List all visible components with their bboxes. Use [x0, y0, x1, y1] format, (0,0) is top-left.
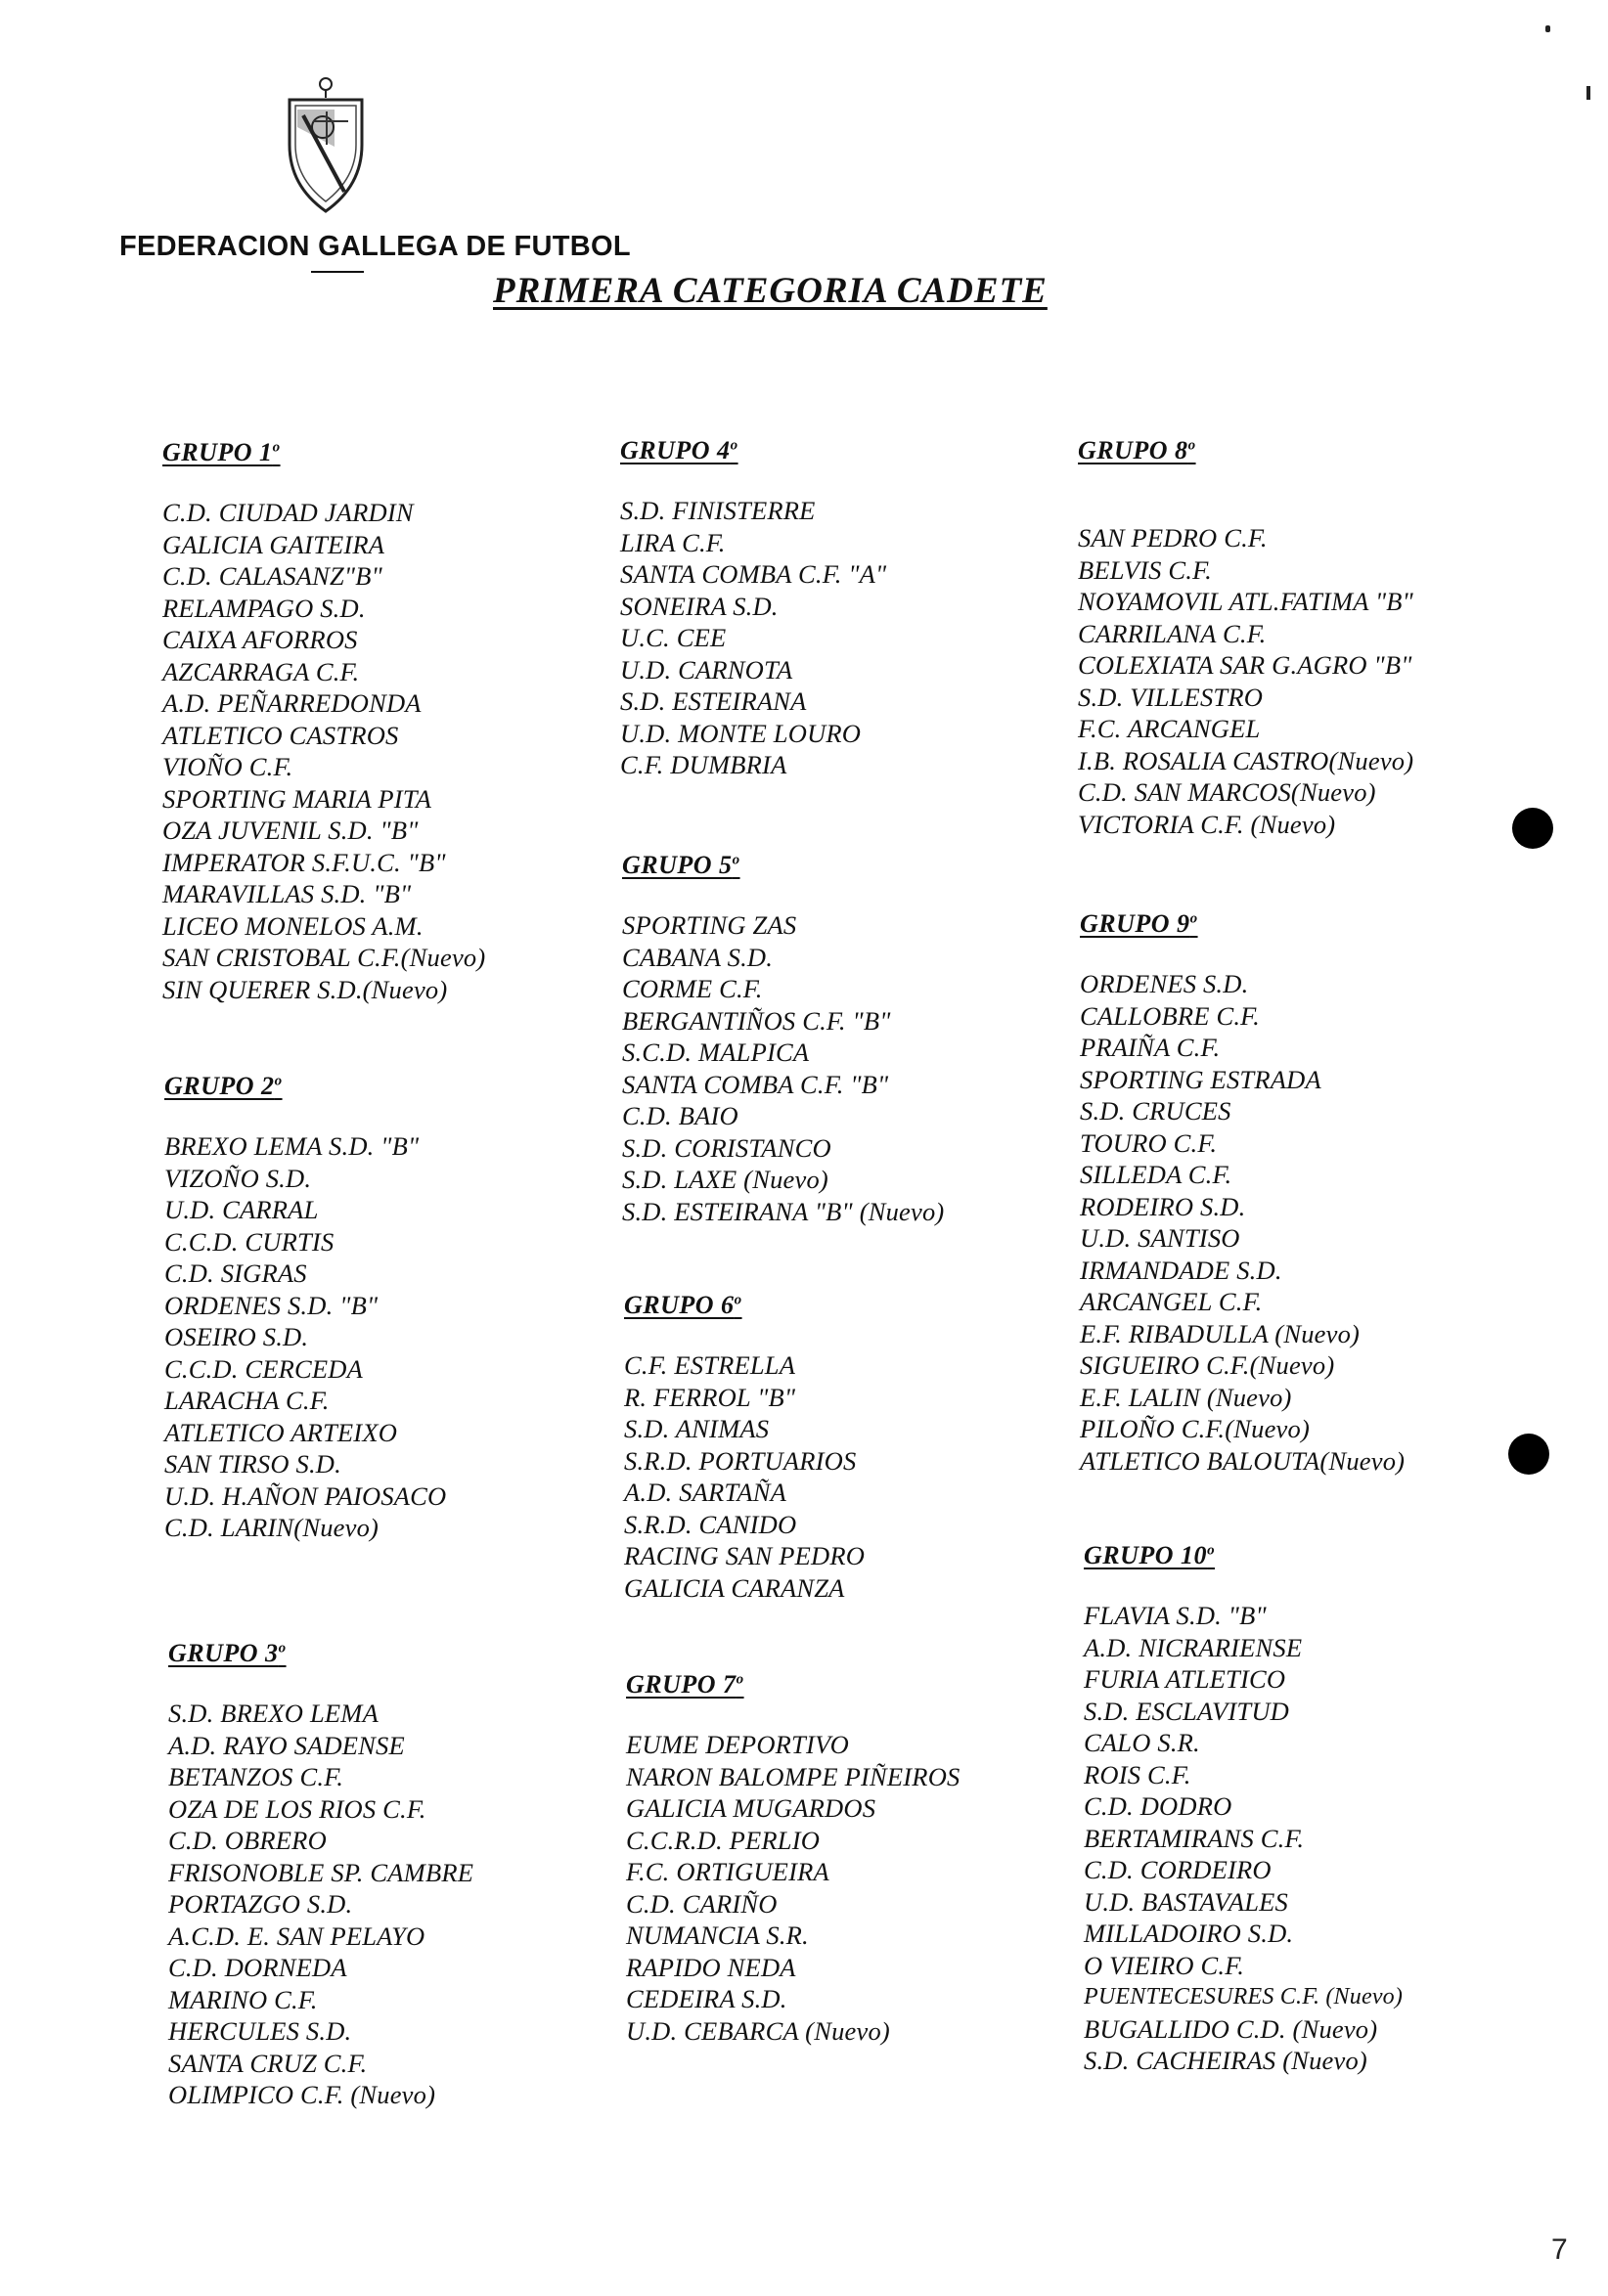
- group-label: GRUPO 6: [624, 1291, 735, 1319]
- group-7: [626, 1670, 960, 2047]
- team-name: F.C. ORTIGUEIRA: [626, 1857, 829, 1886]
- team-name: A.D. RAYO SADENSE: [168, 1730, 405, 1760]
- team-name: ATLETICO BALOUTA(Nuevo): [1080, 1445, 1406, 1476]
- team-name: LICEO MONELOS A.M.: [162, 910, 424, 941]
- group-ordinal: o: [736, 1671, 744, 1688]
- team-name: FURIA ATLETICO: [1084, 1664, 1286, 1694]
- group-10: [1084, 1541, 1403, 2077]
- team-name: S.D. ANIMAS: [624, 1414, 770, 1443]
- team-name: C.D. BAIO: [622, 1101, 738, 1130]
- team-name: MARAVILLAS S.D. "B": [162, 879, 412, 908]
- team-name: C.D. SIGRAS: [164, 1258, 307, 1288]
- team-name: NOYAMOVIL ATL.FATIMA "B": [1078, 587, 1414, 616]
- federation-crest-logo: [284, 76, 368, 215]
- team-name: SAN CRISTOBAL C.F.(Nuevo): [162, 943, 486, 972]
- team-name: PORTAZGO S.D.: [168, 1889, 353, 1919]
- team-name: C.D. CARIÑO: [626, 1888, 778, 1919]
- group-1: [162, 438, 485, 1005]
- team-name: BETANZOS C.F.: [168, 1762, 344, 1791]
- team-name: R. FERROL "B": [624, 1382, 796, 1412]
- team-name: SANTA COMBA C.F. "B": [622, 1069, 889, 1099]
- group-ordinal: o: [274, 1073, 283, 1089]
- group-ordinal: o: [1187, 437, 1196, 454]
- group-ordinal: o: [272, 439, 281, 456]
- scan-speck: [1545, 25, 1550, 32]
- team-name: F.C. ARCANGEL: [1078, 714, 1261, 743]
- team-name: S.R.D. CANIDO: [624, 1509, 797, 1539]
- team-name: ORDENES S.D.: [1080, 969, 1249, 998]
- team-name: S.D. ESCLAVITUD: [1084, 1696, 1290, 1726]
- team-name: MILLADOIRO S.D.: [1084, 1919, 1294, 1948]
- team-name: BERGANTIÑOS C.F. "B": [622, 1005, 891, 1036]
- team-name: U.D. CEBARCA (Nuevo): [626, 2015, 890, 2046]
- group-6: [624, 1291, 865, 1604]
- binder-hole-dot: [1512, 808, 1553, 849]
- group-title: [162, 438, 485, 467]
- group-title: [1080, 909, 1405, 939]
- group-label: GRUPO 9: [1080, 909, 1190, 938]
- team-name: S.D. CRUCES: [1080, 1096, 1231, 1126]
- group-title: [1084, 1541, 1403, 1570]
- group-ordinal: o: [1189, 910, 1198, 927]
- team-name: S.D. VILLESTRO: [1078, 682, 1264, 712]
- team-name: C.F. ESTRELLA: [624, 1350, 796, 1380]
- team-name: SIGUEIRO C.F.(Nuevo): [1080, 1350, 1335, 1380]
- team-name: RAPIDO NEDA: [626, 1952, 796, 1982]
- group-title: [622, 851, 944, 880]
- team-name: U.D. MONTE LOURO: [620, 718, 862, 748]
- team-name: C.C.D. CERCEDA: [164, 1353, 364, 1384]
- team-name: GALICIA CARANZA: [624, 1572, 845, 1603]
- team-name: S.D. LAXE (Nuevo): [622, 1165, 828, 1194]
- group-5: [622, 851, 944, 1227]
- team-name: A.D. SARTAÑA: [624, 1478, 787, 1507]
- team-name: C.D. CALASANZ"B": [162, 561, 382, 591]
- group-ordinal: o: [734, 1292, 742, 1308]
- team-name: SPORTING ESTRADA: [1080, 1064, 1321, 1094]
- team-name: AZCARRAGA C.F.: [162, 656, 360, 686]
- group-9: [1080, 909, 1405, 1477]
- team-name: PILOÑO C.F.(Nuevo): [1080, 1414, 1310, 1443]
- team-name: IRMANDADE S.D.: [1080, 1255, 1282, 1285]
- team-name: C.D. DORNEDA: [168, 1953, 347, 1982]
- team-name: LIRA C.F.: [620, 527, 726, 557]
- team-name: S.D. CORISTANCO: [622, 1132, 831, 1163]
- federation-underline: [311, 271, 364, 273]
- team-name: ROIS C.F.: [1084, 1759, 1191, 1789]
- group-label: GRUPO 2: [164, 1072, 275, 1100]
- group-title: [620, 436, 886, 465]
- team-name: BELVIS C.F.: [1078, 554, 1212, 585]
- team-name: E.F. RIBADULLA (Nuevo): [1080, 1318, 1361, 1348]
- team-name: OZA DE LOS RIOS C.F.: [168, 1793, 426, 1824]
- group-label: GRUPO 1: [162, 438, 273, 466]
- team-name: U.D. H.AÑON PAIOSACO: [164, 1480, 447, 1511]
- team-name: BUGALLIDO C.D. (Nuevo): [1084, 2013, 1378, 2044]
- team-name: A.D. NICRARIENSE: [1084, 1632, 1303, 1662]
- group-4: [620, 436, 886, 781]
- page-title: PRIMERA CATEGORIA CADETE: [493, 271, 1048, 311]
- team-name: SANTA CRUZ C.F.: [168, 2048, 368, 2078]
- group-title: [164, 1072, 446, 1101]
- team-name: SONEIRA S.D.: [620, 591, 779, 621]
- team-name: C.D. OBRERO: [168, 1826, 327, 1855]
- team-name: ORDENES S.D. "B": [164, 1290, 379, 1320]
- team-name: BREXO LEMA S.D. "B": [164, 1131, 420, 1161]
- team-name: C.F. DUMBRIA: [620, 750, 787, 779]
- team-name: S.D. ESTEIRANA: [620, 686, 807, 716]
- team-name: LARACHA C.F.: [164, 1386, 330, 1415]
- team-name: VICTORIA C.F. (Nuevo): [1078, 809, 1336, 839]
- team-name: SAN TIRSO S.D.: [164, 1449, 341, 1479]
- team-name: A.C.D. E. SAN PELAYO: [168, 1921, 425, 1951]
- federation-name: FEDERACION GALLEGA DE FUTBOL: [119, 231, 631, 262]
- team-name: RODEIRO S.D.: [1080, 1191, 1246, 1221]
- team-name: GALICIA MUGARDOS: [626, 1793, 876, 1823]
- team-name: CALLOBRE C.F.: [1080, 1000, 1260, 1031]
- group-title: [624, 1291, 865, 1320]
- team-name: HERCULES S.D.: [168, 2016, 352, 2046]
- team-name: COLEXIATA SAR G.AGRO "B": [1078, 650, 1412, 680]
- team-name: S.R.D. PORTUARIOS: [624, 1445, 857, 1476]
- group-label: GRUPO 5: [622, 851, 733, 879]
- team-name: VIOÑO C.F.: [162, 752, 293, 781]
- group-ordinal: o: [730, 437, 738, 454]
- team-name: U.D. BASTAVALES: [1084, 1886, 1288, 1917]
- group-label: GRUPO 8: [1078, 436, 1188, 464]
- team-name: OSEIRO S.D.: [164, 1322, 309, 1351]
- team-name: EUME DEPORTIVO: [626, 1730, 849, 1759]
- team-name: S.D. CACHEIRAS (Nuevo): [1084, 2046, 1367, 2075]
- group-ordinal: o: [1207, 1542, 1216, 1559]
- team-name: PRAIÑA C.F.: [1080, 1033, 1221, 1062]
- team-name: OLIMPICO C.F. (Nuevo): [168, 2080, 436, 2109]
- team-name: S.C.D. MALPICA: [622, 1038, 810, 1067]
- team-name: C.C.D. CURTIS: [164, 1226, 335, 1257]
- team-name: OZA JUVENIL S.D. "B": [162, 816, 419, 845]
- team-name: ATLETICO ARTEIXO: [164, 1417, 398, 1447]
- group-label: GRUPO 7: [626, 1670, 737, 1699]
- team-name: C.D. CORDEIRO: [1084, 1855, 1272, 1884]
- team-name: SIN QUERER S.D.(Nuevo): [162, 974, 448, 1004]
- team-name: RACING SAN PEDRO: [624, 1541, 866, 1570]
- team-name: SILLEDA C.F.: [1080, 1160, 1232, 1189]
- team-name: FLAVIA S.D. "B": [1084, 1601, 1267, 1630]
- group-2: [164, 1072, 446, 1544]
- team-name: RELAMPAGO S.D.: [162, 593, 366, 623]
- group-ordinal: o: [732, 852, 740, 868]
- team-name: C.D. DODRO: [1084, 1791, 1232, 1821]
- group-title: [626, 1670, 960, 1700]
- team-name: BERTAMIRANS C.F.: [1084, 1823, 1305, 1853]
- team-name: FRISONOBLE SP. CAMBRE: [168, 1857, 474, 1887]
- team-name: C.D. SAN MARCOS(Nuevo): [1078, 777, 1376, 807]
- team-name: S.D. ESTEIRANA "B" (Nuevo): [622, 1196, 945, 1226]
- team-name: S.D. BREXO LEMA: [168, 1699, 379, 1728]
- group-8: [1078, 436, 1413, 840]
- team-name: ATLETICO CASTROS: [162, 720, 399, 750]
- group-label: GRUPO 4: [620, 436, 731, 464]
- team-name: CABANA S.D.: [622, 942, 774, 972]
- group-3: [168, 1639, 473, 2111]
- team-name: U.D. CARRAL: [164, 1195, 319, 1224]
- team-name: CALO S.R.: [1084, 1728, 1200, 1757]
- team-name: O VIEIRO C.F.: [1084, 1950, 1245, 1980]
- team-name: IMPERATOR S.F.U.C. "B": [162, 847, 446, 877]
- team-name: CEDEIRA S.D.: [626, 1984, 787, 2013]
- scan-speck: [1586, 86, 1590, 100]
- group-title: [168, 1639, 473, 1668]
- team-name: SAN PEDRO C.F.: [1078, 523, 1268, 552]
- team-name: ARCANGEL C.F.: [1080, 1287, 1263, 1316]
- team-name: SPORTING MARIA PITA: [162, 783, 432, 814]
- binder-hole-dot: [1508, 1434, 1549, 1475]
- team-name: U.C. CEE: [620, 623, 727, 652]
- team-name: C.D. LARIN(Nuevo): [164, 1513, 380, 1542]
- team-name: I.B. ROSALIA CASTRO(Nuevo): [1078, 745, 1414, 775]
- team-name: VIZOÑO S.D.: [164, 1163, 312, 1193]
- team-name: A.D. PEÑARREDONDA: [162, 688, 422, 718]
- team-name: SPORTING ZAS: [622, 910, 797, 940]
- team-name: CAIXA AFORROS: [162, 625, 358, 654]
- team-name: NARON BALOMPE PIÑEIROS: [626, 1761, 960, 1791]
- team-name: E.F. LALIN (Nuevo): [1080, 1382, 1292, 1412]
- team-name: TOURO C.F.: [1080, 1127, 1218, 1158]
- team-name: SANTA COMBA C.F. "A": [620, 559, 887, 589]
- team-name: GALICIA GAITEIRA: [162, 529, 385, 559]
- team-name: C.C.R.D. PERLIO: [626, 1825, 821, 1855]
- team-name: U.D. CARNOTA: [620, 654, 793, 684]
- team-name: C.D. CIUDAD JARDIN: [162, 498, 414, 527]
- group-ordinal: o: [278, 1640, 287, 1656]
- team-name: U.D. SANTISO: [1080, 1223, 1240, 1253]
- group-title: [1078, 436, 1413, 465]
- team-name: CORME C.F.: [622, 974, 763, 1003]
- team-name: S.D. FINISTERRE: [620, 496, 816, 525]
- team-name: PUENTECESURES C.F. (Nuevo): [1084, 1984, 1404, 2009]
- group-label: GRUPO 10: [1084, 1541, 1208, 1569]
- team-name: MARINO C.F.: [168, 1984, 318, 2014]
- group-label: GRUPO 3: [168, 1639, 279, 1667]
- team-name: CARRILANA C.F.: [1078, 618, 1267, 648]
- team-name: NUMANCIA S.R.: [626, 1921, 809, 1950]
- page-number: 7: [1551, 2233, 1568, 2266]
